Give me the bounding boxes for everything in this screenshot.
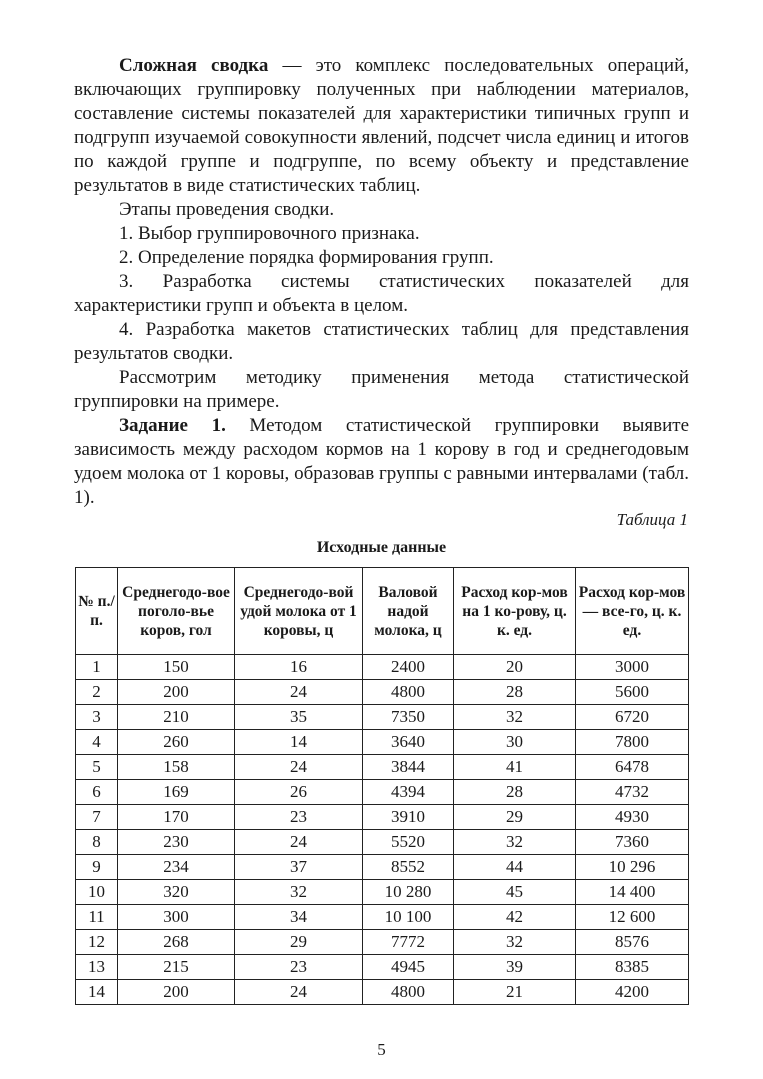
table-cell: 6 [76,780,118,805]
table-cell: 4800 [363,980,454,1005]
paragraph-task-1 [74,414,689,510]
table-cell: 41 [454,755,576,780]
table-cell: 32 [235,880,363,905]
table-cell: 7360 [576,830,689,855]
table-header-row [76,568,689,655]
table-row [76,855,689,880]
table-row [76,880,689,905]
table-cell: 268 [118,930,235,955]
table-cell: 28 [454,780,576,805]
table-cell: 44 [454,855,576,880]
table-cell: 14 [235,730,363,755]
table-row [76,705,689,730]
header-gross-milk: Валовой надой молока, ц [363,568,454,655]
table-cell: 23 [235,805,363,830]
table-cell: 16 [235,655,363,680]
table-cell: 300 [118,905,235,930]
header-avg-yield: Среднегодо-вой удой молока от 1 коровы, ц [235,568,363,655]
task-label: Задание 1. [119,415,226,436]
paragraph-stage-1: 1. Выбор группировочного признака. [119,223,420,244]
table-cell: 21 [454,980,576,1005]
table-cell: 8552 [363,855,454,880]
table-cell: 5 [76,755,118,780]
table-cell: 215 [118,955,235,980]
table-cell: 14 [76,980,118,1005]
table-cell: 2400 [363,655,454,680]
table-body [76,655,689,1005]
table-cell: 4800 [363,680,454,705]
table-cell: 10 [76,880,118,905]
table-cell: 4930 [576,805,689,830]
header-feed-per-cow: Расход кор-мов на 1 ко-рову, ц. к. ед. [454,568,576,655]
table-row [76,755,689,780]
paragraph-definition [74,54,689,198]
table-cell: 12 [76,930,118,955]
table-cell: 45 [454,880,576,905]
table-cell: 24 [235,680,363,705]
table-cell: 32 [454,830,576,855]
task-text: Методом статистической группировки выявите зависимость между расходом кормов на 1 корову в год и среднегодовым удоем молока от 1 коровы, образовав группы с равными интервалами (табл. 1). [74,415,690,508]
table-cell: 24 [235,830,363,855]
table-cell: 20 [454,655,576,680]
table-cell: 7800 [576,730,689,755]
table-cell: 23 [235,955,363,980]
table-cell: 24 [235,980,363,1005]
page-number: 5 [377,1040,386,1059]
table-cell: 39 [454,955,576,980]
table-cell: 3844 [363,755,454,780]
table-cell: 8 [76,830,118,855]
paragraph-stage-4: 4. Разработка макетов статистических таблиц для представления результатов сводки. [74,319,689,364]
table-cell: 13 [76,955,118,980]
table-cell: 26 [235,780,363,805]
table-cell: 10 296 [576,855,689,880]
paragraph-stages-heading: Этапы проведения сводки. [119,199,335,220]
table-cell: 11 [76,905,118,930]
paragraph-method-intro: Рассмотрим методику применения метода статистической группировки на примере. [74,367,689,412]
table-cell: 10 100 [363,905,454,930]
table-cell: 24 [235,755,363,780]
table-cell: 5600 [576,680,689,705]
table-cell: 34 [235,905,363,930]
table-cell: 6478 [576,755,689,780]
table-cell: 320 [118,880,235,905]
table-cell: 7350 [363,705,454,730]
table-row [76,730,689,755]
table-cell: 1 [76,655,118,680]
source-data-table [75,567,689,1005]
table-cell: 14 400 [576,880,689,905]
table-cell: 4945 [363,955,454,980]
term-bold: Сложная сводка [119,55,269,76]
table-cell: 4394 [363,780,454,805]
body-text [74,54,689,510]
table-cell: 170 [118,805,235,830]
table-cell: 169 [118,780,235,805]
table-cell: 4732 [576,780,689,805]
table-cell: 7 [76,805,118,830]
table-row [76,905,689,930]
table-row [76,655,689,680]
table-cell: 8576 [576,930,689,955]
table-title: Исходные данные [316,539,447,556]
table-row [76,680,689,705]
table-cell: 3 [76,705,118,730]
table-cell: 158 [118,755,235,780]
table-cell: 200 [118,680,235,705]
table-cell: 10 280 [363,880,454,905]
table-cell: 29 [454,805,576,830]
paragraph-stage-2: 2. Определение порядка формирования групп. [119,247,494,268]
table-cell: 7772 [363,930,454,955]
table-row [76,980,689,1005]
table-cell: 6720 [576,705,689,730]
paragraph-stage-3: 3. Разработка системы статистических показателей для характеристики групп и объекта в целом. [74,271,689,316]
table-row [76,930,689,955]
table-cell: 210 [118,705,235,730]
table-cell: 150 [118,655,235,680]
table-cell: 260 [118,730,235,755]
table-cell: 42 [454,905,576,930]
definition-text: — это комплекс последовательных операций, включающих группировку полученных при наблюдении материалов, составление системы показателей для характеристики типичных групп и подгрупп изучаемой совокупности явлений, подсчет числа единиц и итогов по каждой группе и подгруппе, по всему объекту и представление результатов в виде статистических таблиц. [74,55,689,196]
table-cell: 32 [454,930,576,955]
table-cell: 230 [118,830,235,855]
table-cell: 3910 [363,805,454,830]
table-cell: 2 [76,680,118,705]
table-cell: 29 [235,930,363,955]
table-cell: 28 [454,680,576,705]
table-row [76,805,689,830]
table-row [76,955,689,980]
table-number-label: Таблица 1 [616,510,688,529]
header-feed-total: Расход кор-мов — все-го, ц. к. ед. [576,568,689,655]
table-cell: 3640 [363,730,454,755]
table-cell: 8385 [576,955,689,980]
table-cell: 3000 [576,655,689,680]
header-row-number: № п./п. [76,568,118,655]
table-cell: 32 [454,705,576,730]
table-cell: 30 [454,730,576,755]
table-cell: 12 600 [576,905,689,930]
table-cell: 200 [118,980,235,1005]
table-cell: 35 [235,705,363,730]
table-cell: 5520 [363,830,454,855]
table-row [76,780,689,805]
table-cell: 37 [235,855,363,880]
header-avg-herd: Среднегодо-вое поголо-вье коров, гол [118,568,235,655]
table-cell: 234 [118,855,235,880]
table-row [76,830,689,855]
table-cell: 4200 [576,980,689,1005]
table-cell: 4 [76,730,118,755]
table-cell: 9 [76,855,118,880]
